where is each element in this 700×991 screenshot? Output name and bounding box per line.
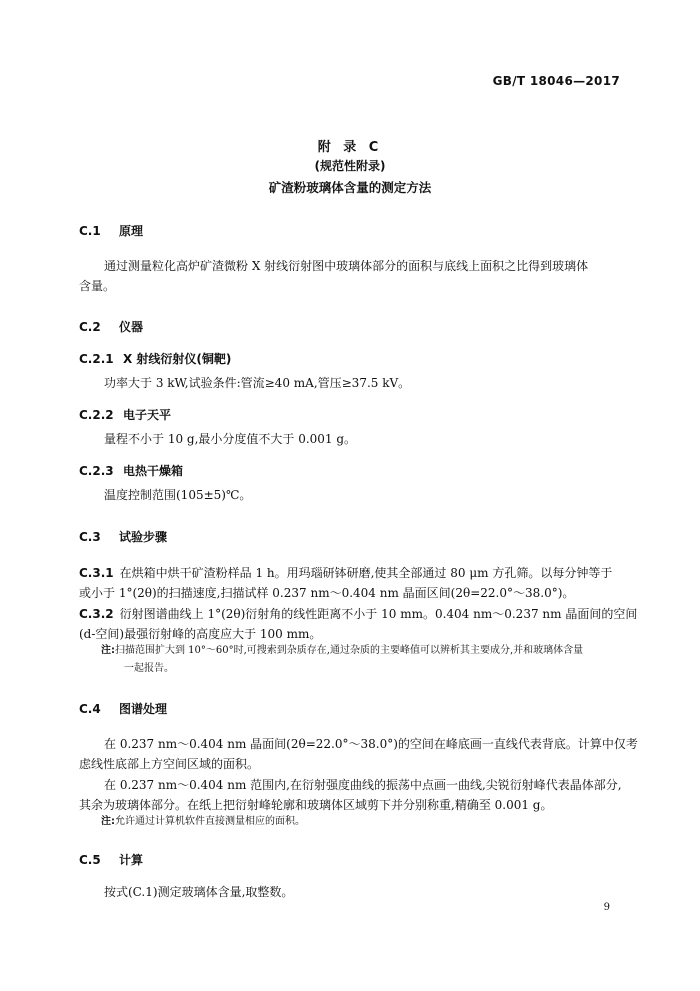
section-number: C.2.1 bbox=[79, 352, 114, 366]
section-heading-c3 bbox=[79, 528, 167, 545]
section-heading-c2-2 bbox=[79, 406, 171, 423]
page-number: 9 bbox=[603, 902, 610, 913]
paragraph-line: 量程不小于 10 g,最小分度值不大于 0.001 g。 bbox=[104, 432, 357, 446]
section-number: C.2.3 bbox=[79, 464, 114, 478]
section-title: X 射线衍射仪(铜靶) bbox=[123, 352, 232, 366]
section-heading-c1 bbox=[79, 222, 143, 239]
section-title: 原理 bbox=[119, 224, 144, 238]
section-heading-c4 bbox=[79, 700, 167, 717]
paragraph-line: 其余为玻璃体部分。在纸上把衍射峰轮廓和玻璃体区域剪下并分别称重,精确至 0.001 g。 bbox=[79, 798, 553, 812]
section-number: C.4 bbox=[79, 702, 101, 716]
section-title: 图谱处理 bbox=[119, 702, 168, 716]
paragraph-line: 在 0.237 nm～0.404 nm 范围内,在衍射强度曲线的振荡中点画一曲线,尖锐衍射峰代表晶体部分, bbox=[104, 778, 622, 792]
note bbox=[101, 642, 583, 660]
paragraph-line: 衍射图谱曲线上 1°(2θ)衍射角的线性距离不小于 10 mm。0.404 nm～0.237 nm 晶面间的空间 bbox=[119, 607, 638, 621]
paragraph-line: 通过测量粒化高炉矿渣微粉 X 射线衍射图中玻璃体部分的面积与底线上面积之比得到玻璃体 bbox=[104, 259, 589, 273]
paragraph-line: 按式(C.1)测定玻璃体含量,取整数。 bbox=[104, 885, 294, 899]
section-title: 试验步骤 bbox=[119, 530, 168, 544]
section-heading-c2 bbox=[79, 318, 143, 335]
paragraph-line: 或小于 1°(2θ)的扫描速度,扫描试样 0.237 nm～0.404 nm 晶面区间(2θ=22.0°～38.0°)。 bbox=[79, 586, 575, 600]
standard-code: GB/T 18046—2017 bbox=[492, 74, 620, 88]
annex-title: 附 录 C bbox=[317, 140, 383, 155]
section-number: C.1 bbox=[79, 224, 101, 238]
paragraph-line: 功率大于 3 kW,试验条件:管流≥40 mA,管压≥37.5 kV。 bbox=[104, 376, 411, 390]
paragraph-line: 含量。 bbox=[79, 279, 116, 293]
note-text: 一起报告。 bbox=[124, 663, 174, 674]
section-title: 电子天平 bbox=[123, 408, 172, 422]
paragraph-line: 虑线性底部上方空间区域的面积。 bbox=[79, 757, 260, 771]
note-label: 注: bbox=[101, 816, 115, 827]
clause-number: C.3.2 bbox=[79, 607, 114, 621]
paragraph-line: (d-空间)最强衍射峰的高度应大于 100 mm。 bbox=[79, 627, 322, 641]
clause-c3-2 bbox=[79, 603, 638, 625]
section-heading-c5 bbox=[79, 851, 143, 868]
section-title: 电热干燥箱 bbox=[123, 464, 184, 478]
section-number: C.3 bbox=[79, 530, 101, 544]
section-title: 仪器 bbox=[119, 320, 144, 334]
section-heading-c2-3 bbox=[79, 462, 183, 479]
note-text: 扫描范围扩大到 10°～60°时,可搜索到杂质存在,通过杂质的主要峰值可以辨析其主要成分,并和玻璃体含量 bbox=[115, 645, 584, 656]
paragraph-line: 在烘箱中烘干矿渣粉样品 1 h。用玛瑙研钵研磨,使其全部通过 80 μm 方孔筛。以每分钟等于 bbox=[119, 566, 613, 580]
note-label: 注: bbox=[101, 645, 115, 656]
clause-c3-1 bbox=[79, 562, 627, 584]
paragraph-line: 在 0.237 nm～0.404 nm 晶面间(2θ=22.0°～38.0°)的空间在峰底画一直线代表背底。计算中仅考 bbox=[104, 737, 638, 751]
section-number: C.2 bbox=[79, 320, 101, 334]
paragraph-line: 温度控制范围(105±5)℃。 bbox=[104, 488, 252, 502]
section-title: 计算 bbox=[119, 853, 144, 867]
note-text: 允许通过计算机软件直接测量相应的面积。 bbox=[115, 816, 305, 827]
annex-name: 矿渣粉玻璃体含量的测定方法 bbox=[268, 180, 432, 195]
section-heading-c2-1 bbox=[79, 350, 231, 367]
note bbox=[101, 813, 305, 831]
section-number: C.5 bbox=[79, 853, 101, 867]
clause-number: C.3.1 bbox=[79, 566, 114, 580]
annex-type: (规范性附录) bbox=[314, 159, 386, 173]
section-number: C.2.2 bbox=[79, 408, 114, 422]
